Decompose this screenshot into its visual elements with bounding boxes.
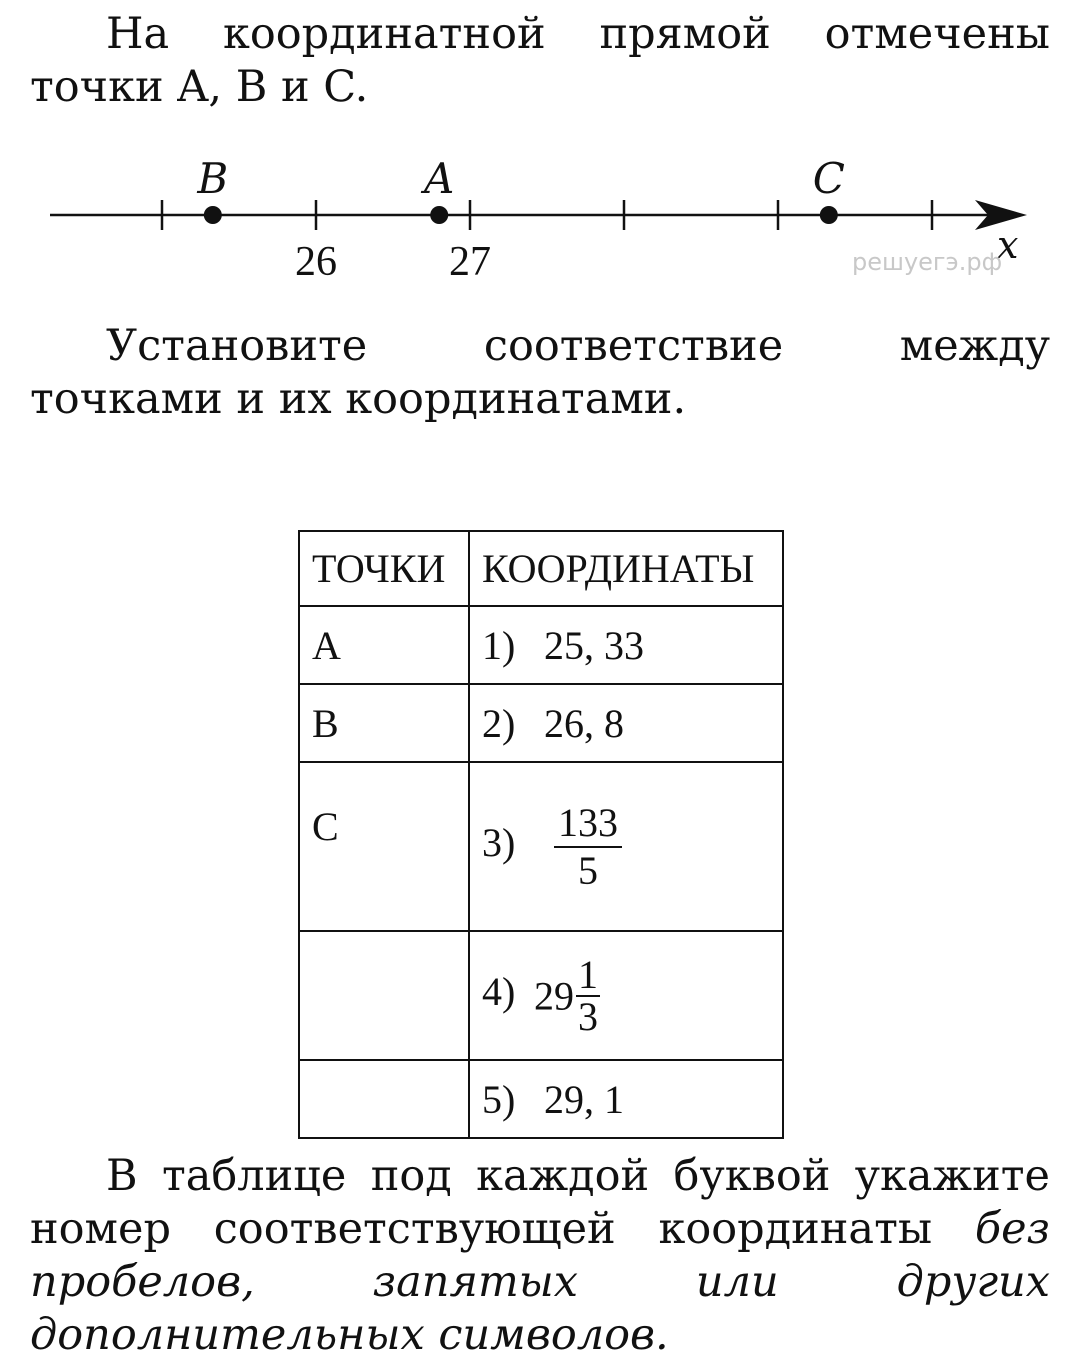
option-number: 4) xyxy=(482,968,516,1014)
point-label-a: A xyxy=(424,154,455,203)
watermark: решуегэ.рф xyxy=(852,248,1003,276)
option-3 xyxy=(469,762,783,931)
point-cell-empty xyxy=(299,1060,469,1138)
denominator: 5 xyxy=(578,847,598,893)
option-value: 26, 8 xyxy=(544,700,624,746)
tick-label-26: 26 xyxy=(295,239,337,280)
option-number: 1) xyxy=(482,622,516,668)
option-number: 5) xyxy=(482,1076,516,1122)
point-cell-c: C xyxy=(299,762,469,931)
instructions-italic: без пробелов, запятых или других дополнительных символов. xyxy=(30,1204,1050,1360)
matching-table xyxy=(298,530,784,1139)
instructions-text: В таблице под каждой буквой укажите номер соответствующей координаты xyxy=(30,1151,1050,1254)
option-1 xyxy=(469,606,783,684)
number-line xyxy=(0,140,1080,280)
option-5 xyxy=(469,1060,783,1138)
fraction xyxy=(554,800,622,894)
point-c xyxy=(820,206,838,224)
point-cell-empty xyxy=(299,931,469,1060)
instructions-paragraph xyxy=(30,1150,1050,1362)
point-label-b: B xyxy=(197,154,229,203)
point-label-c: C xyxy=(812,154,845,203)
denominator: 3 xyxy=(578,993,598,1039)
option-value: 25, 33 xyxy=(544,622,644,668)
header-coordinates: КООРДИНАТЫ xyxy=(469,531,783,606)
option-number: 3) xyxy=(482,819,516,865)
option-number: 2) xyxy=(482,700,516,746)
point-a xyxy=(430,206,448,224)
option-value: 29, 1 xyxy=(544,1076,624,1122)
intro-paragraph: На координатной прямой отмечены точки A, B и C. xyxy=(30,9,1050,112)
fraction xyxy=(576,951,600,1039)
numerator: 133 xyxy=(554,800,622,848)
whole-part: 29 xyxy=(534,973,574,1018)
axis-label: x xyxy=(997,223,1019,267)
point-b xyxy=(204,206,222,224)
tick-label-27: 27 xyxy=(449,239,491,280)
task-paragraph: Установите соответствие между точками и их координатами. xyxy=(30,321,1050,424)
numerator: 1 xyxy=(578,951,598,997)
option-2 xyxy=(469,684,783,762)
option-4 xyxy=(469,931,783,1060)
header-points: ТОЧКИ xyxy=(299,531,469,606)
point-cell-a: A xyxy=(299,606,469,684)
point-cell-b: B xyxy=(299,684,469,762)
